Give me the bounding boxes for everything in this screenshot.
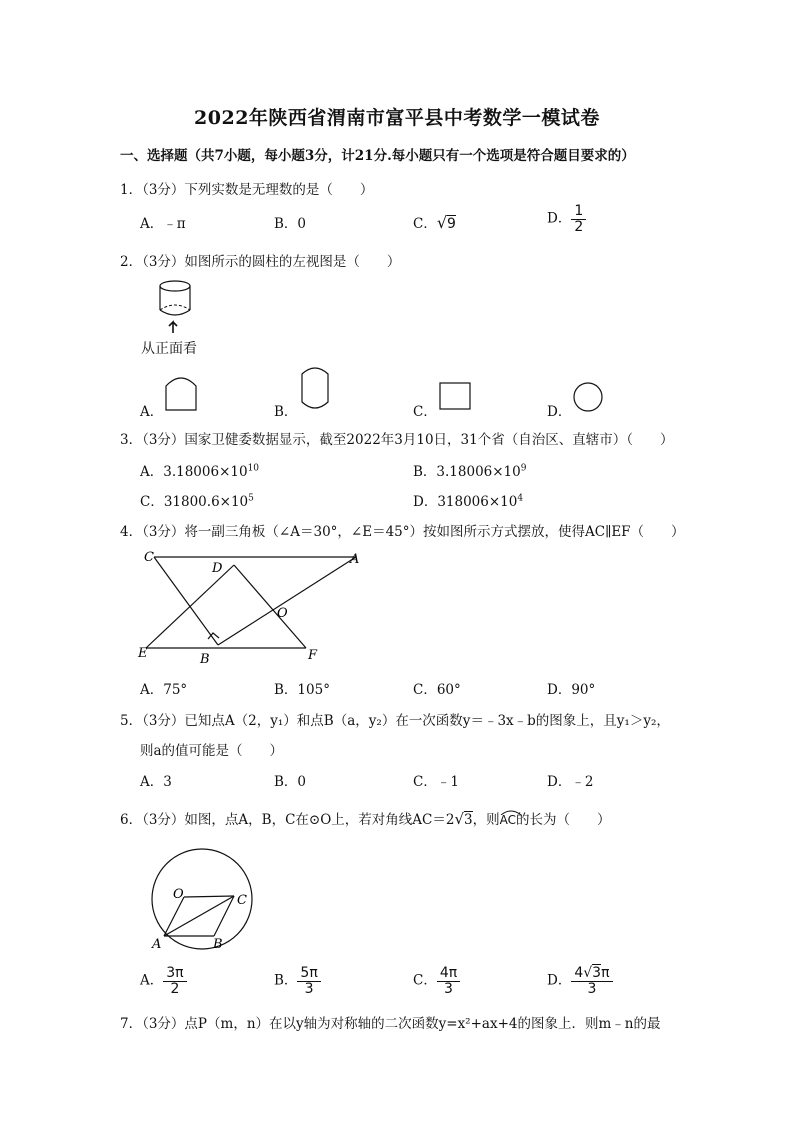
q6-c-label: C． [413,972,437,989]
q6-d-label: D． [547,972,572,989]
cylinder-top-ellipse [160,281,190,291]
q6-c-fraction [437,966,460,996]
q5-option-a: A．3 [140,774,172,790]
q2-option-c-shape [437,380,473,412]
q6-option-d [547,966,613,996]
sqrt-sign-icon: √ [454,810,465,828]
frac-denominator: 3 [304,980,314,997]
q2-option-b: B． [274,404,298,420]
section-heading: 一、选择题（共7小题，每小题3分，计21分.每小题只有一个选项是符合题目要求的） [120,148,635,164]
q1-option-a: A．﹣π [140,216,186,232]
label-c: C [144,550,154,565]
q1-option-c [413,212,456,232]
q5-option-c: C．﹣1 [413,774,459,790]
frac-numerator: 4π [437,966,460,982]
q6-option-b [274,966,321,996]
q6-b-label: B． [274,972,298,989]
question-6-stem [120,808,611,828]
q3-d-base: D．318006×10 [413,494,518,510]
frac-numerator: 5π [297,966,320,982]
q6-a-fraction [163,966,186,996]
q3-option-a [140,460,259,480]
frac-denominator: 3 [444,980,453,997]
cylinder-bottom-back [160,305,190,310]
segment-df [234,565,306,648]
triangles-figure [134,545,374,670]
label-o: O [277,606,288,621]
q3-c-exponent: 5 [248,493,254,504]
question-3-stem: 3．（3分）国家卫健委数据显示，截至2022年3月10日，31个省（自治区、直辖市）（ ） [120,432,674,448]
q6-arc-ac: AC [500,813,516,827]
frac-denominator: 3 [587,980,597,997]
q6-option-a [140,966,187,996]
label-b: B [200,652,210,667]
label-e: E [138,646,148,661]
label-f: F [308,648,318,663]
sqrt-sign-icon: √ [583,965,593,981]
q6-stem-radicand: 3 [464,812,473,828]
frac-numerator: 4√3π [571,966,612,982]
arc-mark-icon [500,809,522,815]
label-o: O [173,887,184,902]
q3-a-base: A．3.18006×10 [140,464,248,480]
q4-option-c: C．60° [413,682,461,698]
question-7-stem: 7．（3分）点P（m，n）在以y轴为对称轴的二次函数y=x²+ax+4的图象上．则m﹣n的最 [120,1016,661,1032]
q3-c-base: C．31800.6×10 [140,494,249,510]
frac-denominator: 2 [170,980,180,997]
question-4-stem: 4．（3分）将一副三角板（∠A＝30°，∠E＝45°）按如图所示方式摆放，使得AC∥EF（ ） [120,524,685,540]
sqrt-sign-icon: √ [436,213,448,232]
question-1-stem: 1．（3分）下列实数是无理数的是（ ） [120,182,374,198]
label-c: C [237,893,247,908]
frac-numerator: 1 [571,204,586,220]
q3-b-base: B．3.18006×10 [413,464,521,480]
frac-denominator: 2 [574,218,584,235]
label-d: D [212,561,223,576]
q2-option-a: A． [140,404,164,420]
q6-stem-pre: 6．（3分）如图，点A，B，C在⊙O上，若对角线AC＝2 [120,812,455,828]
question-2-stem: 2．（3分）如图所示的圆柱的左视图是（ ） [120,254,401,270]
cylinder-bottom-front [160,310,190,315]
q2-option-a-shape [162,372,202,412]
q6-option-c [413,966,460,996]
q1-option-c-radicand: 9 [447,216,456,232]
segment-oc [184,896,234,897]
label-b: B [213,937,223,952]
q6-stem-post: 的长为（ ） [516,812,611,828]
q6-stem-mid: ，则 [472,812,500,828]
q6-b-fraction [297,966,320,996]
q1-option-d-label: D． [547,210,572,227]
question-5-stem-line2: 则a的值可能是（ ） [140,743,284,759]
q3-a-exponent: 10 [247,463,260,474]
q3-b-exponent: 9 [520,463,527,474]
q3-option-b [413,460,526,480]
q4-option-d: D．90° [547,682,596,698]
q6-a-label: A． [140,972,164,989]
q3-option-c [140,490,254,510]
q2-view-caption: 从正面看 [141,341,197,357]
q2-option-d-shape [571,380,605,414]
label-a: A [350,552,360,567]
q3-d-exponent: 4 [517,493,524,504]
question-5-stem: 5．（3分）已知点A（2，y₁）和点B（a，y₂）在一次函数y＝﹣3x﹣b的图象上，且y₁＞y₂， [120,713,670,729]
q4-option-a: A．75° [140,682,188,698]
view-arrow-icon [169,322,177,333]
q1-option-d [547,204,586,234]
cylinder-figure [140,275,210,335]
q1-option-c-label: C． [413,216,437,232]
segment-ed [146,565,234,648]
q2-option-c: C． [413,404,437,420]
frac-numerator: 3π [163,966,186,982]
q3-option-d [413,490,523,510]
q5-option-d: D．﹣2 [547,774,594,790]
q2-option-d: D． [547,404,572,420]
q4-option-b: B．105° [274,682,330,698]
q1-option-d-fraction [571,204,586,234]
page-title: 2022年陕西省渭南市富平县中考数学一模试卷 [194,107,600,129]
label-a: A [152,937,162,952]
q5-option-b: B．0 [274,774,307,790]
circle-figure [132,848,257,956]
q2-option-b-shape [298,364,334,414]
q6-d-fraction [571,966,612,996]
q1-option-b: B．0 [274,216,307,232]
